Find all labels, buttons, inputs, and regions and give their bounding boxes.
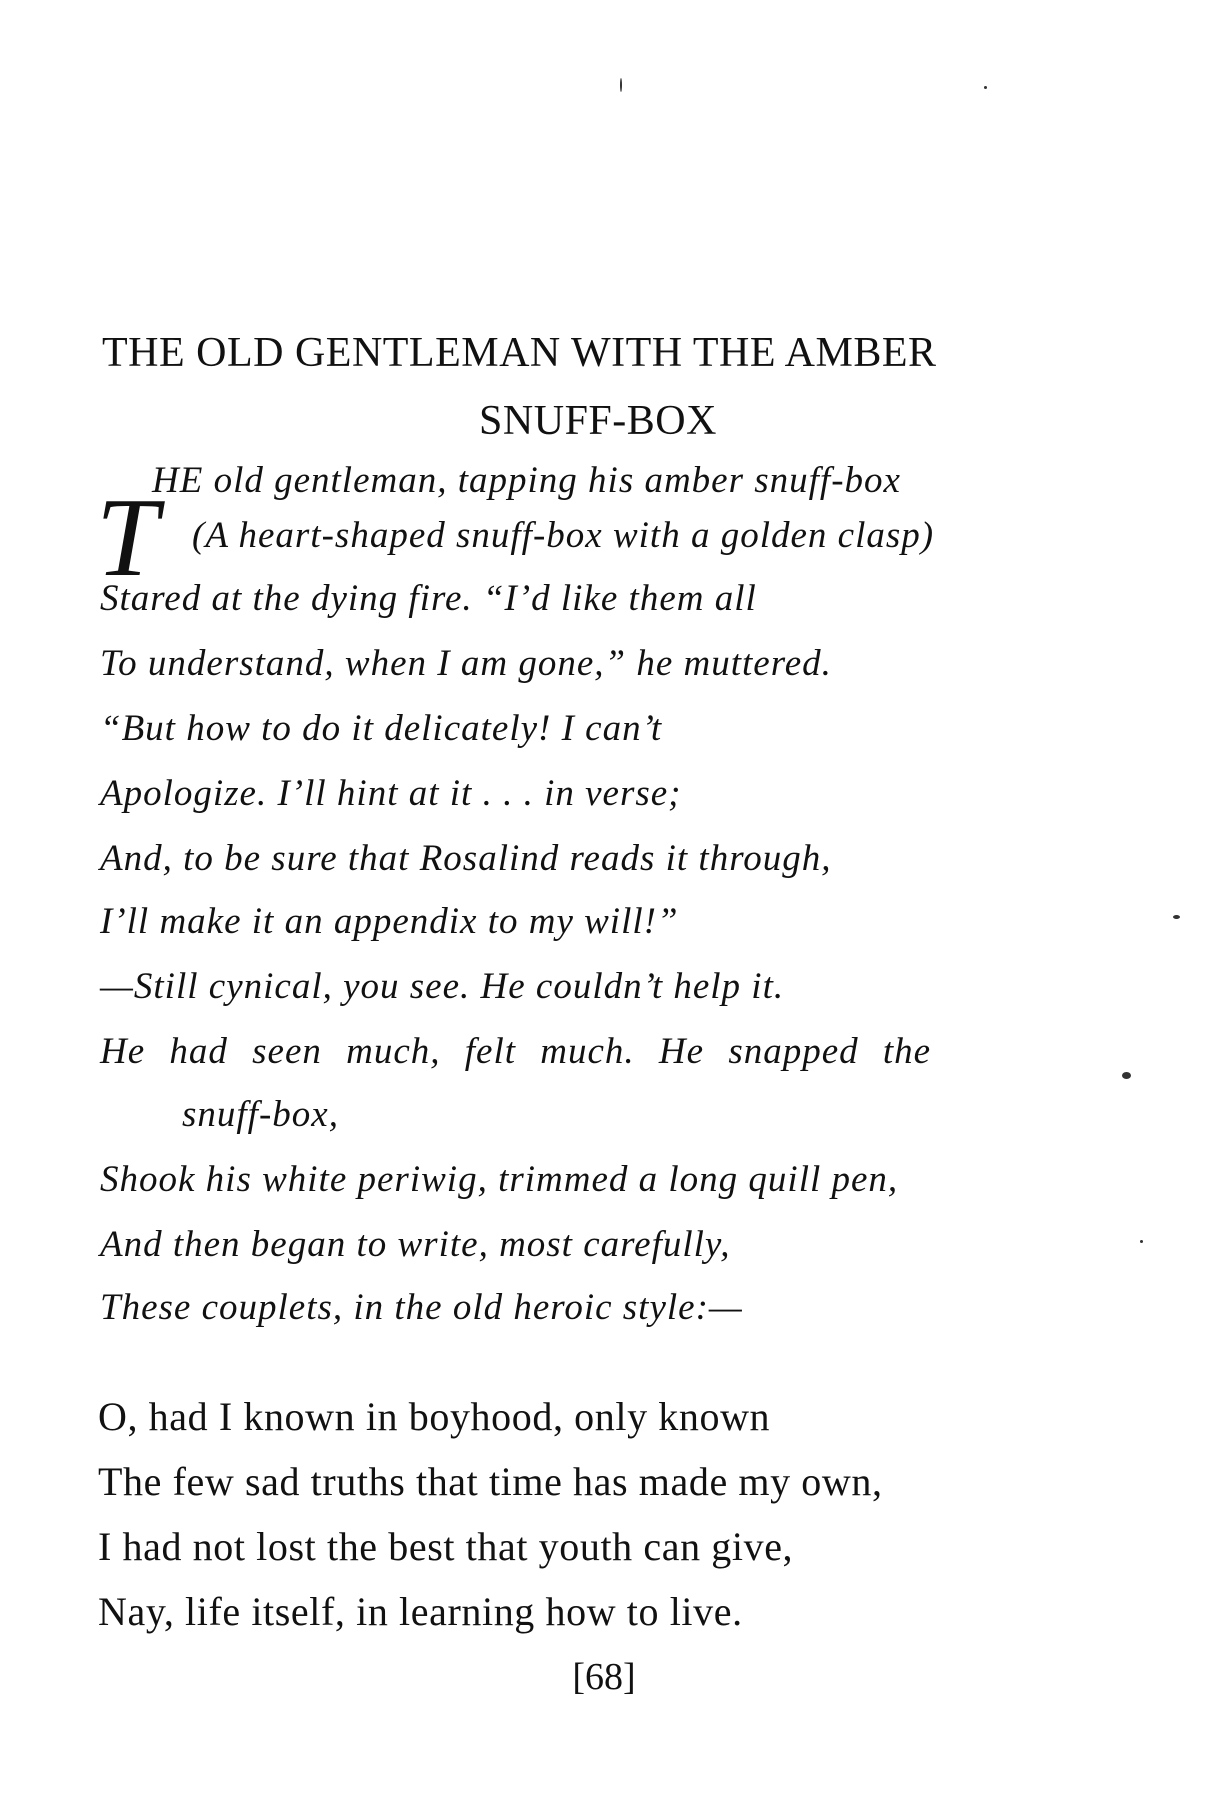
ink-speck [1140,1240,1143,1243]
poem-title-line-1: THE OLD GENTLEMAN WITH THE AMBER [102,330,937,376]
verse-line: I’ll make it an appendix to my will!” [100,901,679,942]
couplet-line: Nay, life itself, in learning how to live. [98,1589,743,1634]
verse-line: Apologize. I’ll hint at it . . . in verse; [100,773,682,814]
ink-speck [1173,915,1180,919]
couplet-line: The few sad truths that time has made my own, [98,1459,883,1504]
verse-line: —Still cynical, you see. He couldn’t help it. [100,966,785,1007]
verse-line: (A heart-shaped snuff-box with a golden clasp) [192,515,935,556]
ink-speck [1122,1072,1131,1079]
verse-line: He had seen much, felt much. He snapped the [100,1031,932,1072]
verse-line: And, to be sure that Rosalind reads it through, [100,838,832,879]
verse-line: These couplets, in the old heroic style:— [100,1287,743,1328]
verse-line: “But how to do it delicately! I can’t [100,708,663,749]
verse-line: HE old gentleman, tapping his amber snuff-box [152,460,901,501]
ink-speck [620,78,622,92]
verse-line: Shook his white periwig, trimmed a long quill pen, [100,1159,899,1200]
verse-line: And then began to write, most carefully, [100,1224,731,1265]
ink-speck [984,86,987,89]
verse-line: To understand, when I am gone,” he muttered. [100,643,832,684]
couplet-line: I had not lost the best that youth can give, [98,1524,794,1569]
couplet-line: O, had I known in boyhood, only known [98,1394,771,1439]
verse-line: Stared at the dying fire. “I’d like them all [100,578,757,619]
drop-cap: T [96,476,159,600]
page-number: [68] [572,1656,636,1698]
verse-line: snuff-box, [182,1094,339,1135]
poem-title-line-2: SNUFF-BOX [479,398,717,444]
